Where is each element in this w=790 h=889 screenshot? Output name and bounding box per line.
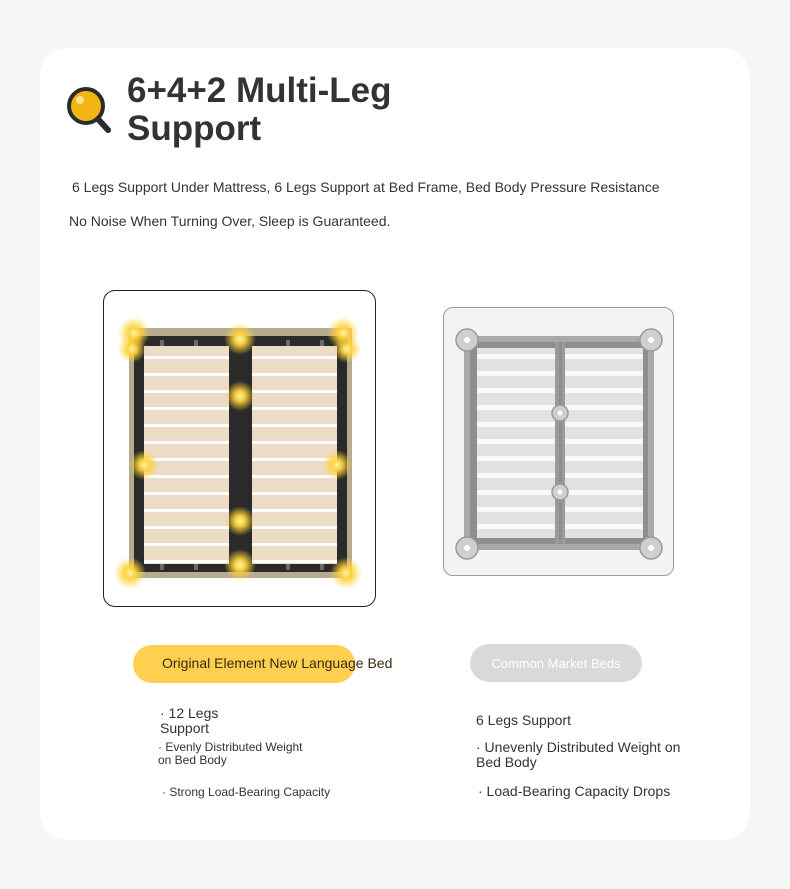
original-bed-label: Original Element New Language Bed: [162, 655, 393, 671]
magnifier-icon: [66, 86, 112, 134]
common-feature-2: · Unevenly Distributed Weight on Bed Body: [476, 739, 681, 770]
original-feature-1: · 12 Legs Support: [160, 705, 219, 736]
original-bed-image: [103, 290, 376, 607]
common-bed-label: Common Market Beds: [491, 656, 621, 671]
common-bed-frame-drawing: [444, 308, 675, 577]
original-feature-2: · Evenly Distributed Weight on Bed Body: [158, 740, 303, 767]
subtitle-line-2: No Noise When Turning Over, Sleep is Guaranteed.: [69, 213, 391, 229]
common-feature-3: · Load-Bearing Capacity Drops: [478, 783, 671, 799]
original-bed-frame-drawing: [104, 291, 377, 608]
common-feature-1: 6 Legs Support: [476, 712, 571, 728]
original-feature-3: · Strong Load-Bearing Capacity: [162, 785, 331, 799]
common-bed-label-pill: [470, 644, 642, 682]
page-title: 6+4+2 Multi-Leg Support: [127, 71, 392, 148]
subtitle-line-1: 6 Legs Support Under Mattress, 6 Legs Support at Bed Frame, Bed Body Pressure Resistance: [72, 179, 660, 195]
common-bed-image: [443, 307, 674, 576]
